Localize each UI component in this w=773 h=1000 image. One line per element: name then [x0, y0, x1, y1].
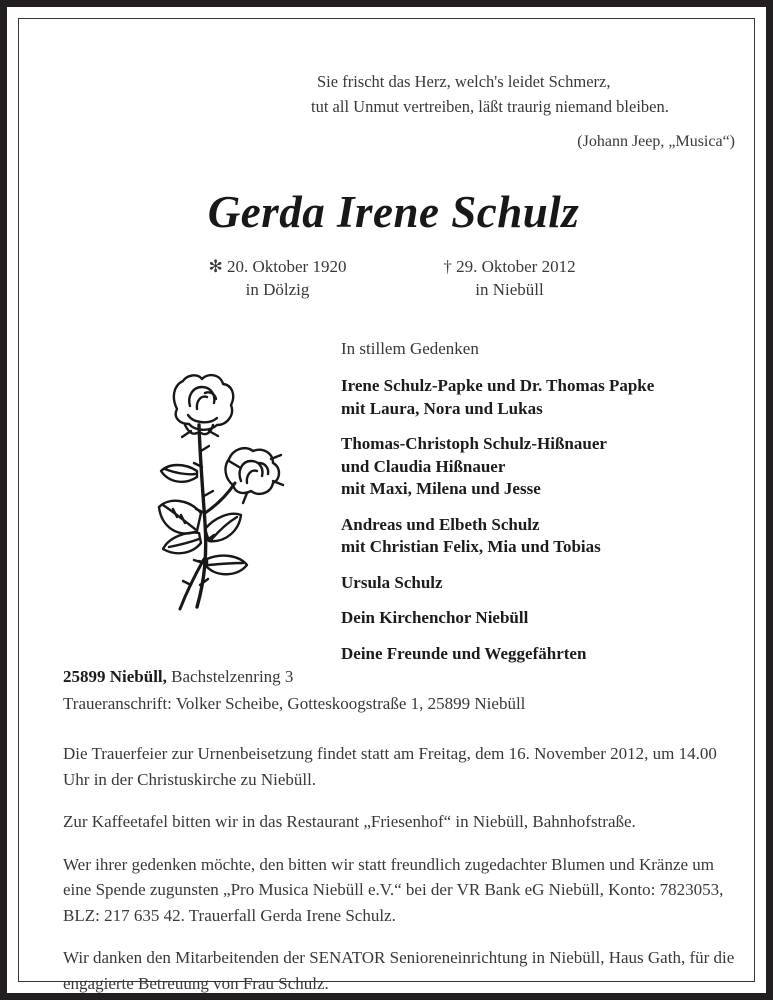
- rose-icon: [147, 363, 327, 623]
- birth-block: [203, 255, 353, 301]
- mourner-secondary: und Claudia Hißnauer: [341, 456, 506, 476]
- mourner-primary: Andreas und Elbeth Schulz: [341, 514, 540, 534]
- mourner-secondary: mit Laura, Nora und Lukas: [341, 398, 543, 418]
- mourner-group: [341, 514, 761, 559]
- thanks-paragraph: Wir danken den Mitarbeitenden der SENATOR Senioreneinrichtung in Niebüll, Haus Gath, für die engagierte Betreuung von Frau Schulz.: [63, 948, 735, 993]
- mourner-primary: Thomas-Christoph Schulz-Hißnauer: [341, 434, 607, 453]
- death-place: in Niebüll: [475, 280, 544, 299]
- mourner-primary: Irene Schulz-Papke und Dr. Thomas Papke: [341, 376, 655, 395]
- epigraph-line-2: tut all Unmut vertreiben, läßt traurig niemand bleiben.: [311, 97, 669, 116]
- deceased-name: Gerda Irene Schulz: [207, 187, 580, 237]
- epigraph: [19, 69, 735, 154]
- home-address-city: 25899 Niebüll,: [63, 667, 167, 686]
- mourner-group: [341, 643, 761, 666]
- reception-paragraph: Zur Kaffeetafel bitten wir in das Restaurant „Friesenhof“ in Niebüll, Bahnhofstraße.: [63, 812, 636, 831]
- mourning-address-line: Traueranschrift: Volker Scheibe, Gotteskoogstraße 1, 25899 Niebüll: [63, 694, 526, 713]
- ceremony-paragraph: Die Trauerfeier zur Urnenbeisetzung findet statt am Freitag, dem 16. November 2012, um 14.00 Uhr in der Christuskirche zu Niebüll.: [63, 744, 717, 789]
- address-block: [63, 663, 723, 717]
- home-address-line: [63, 663, 723, 690]
- donation-paragraph: Wer ihrer gedenken möchte, den bitten wir statt freundlich zugedachter Blumen und Kränze um eine Spende zugunsten „Pro Musica Niebüll e.V.“ bei der VR Bank eG Niebüll, Konto: 7823053, BLZ: 217 635 42. Trauerfall Gerda Irene Schulz.: [63, 854, 724, 925]
- epigraph-line-1: Sie frischt das Herz, welch's leidet Schmerz,: [317, 72, 611, 91]
- mourners-list: [341, 337, 761, 678]
- mourner-primary: Dein Kirchenchor Niebüll: [341, 608, 529, 627]
- life-dates: [19, 255, 768, 301]
- mourner-primary: Ursula Schulz: [341, 572, 443, 592]
- mourner-group: [341, 375, 761, 420]
- memorial-band: [19, 337, 768, 663]
- mourner-group: [341, 572, 761, 595]
- service-details: [63, 741, 741, 996]
- mourner-primary: Deine Freunde und Weggefährten: [341, 643, 587, 663]
- mourners-intro: In stillem Gedenken: [341, 339, 479, 358]
- mourner-group: [341, 607, 761, 630]
- death-date: † 29. Oktober 2012: [443, 257, 576, 276]
- death-block: [435, 255, 585, 301]
- mourner-group: [341, 433, 761, 501]
- notice-sheet: [19, 19, 768, 995]
- birth-date: ✻ 20. Oktober 1920: [208, 257, 347, 276]
- home-address-street: Bachstelzenring 3: [171, 667, 294, 686]
- mourner-tertiary: mit Maxi, Milena und Jesse: [341, 479, 541, 498]
- mourner-secondary: mit Christian Felix, Mia und Tobias: [341, 537, 601, 556]
- epigraph-attribution: (Johann Jeep, „Musica“): [577, 133, 735, 150]
- birth-place: in Dölzig: [245, 280, 310, 299]
